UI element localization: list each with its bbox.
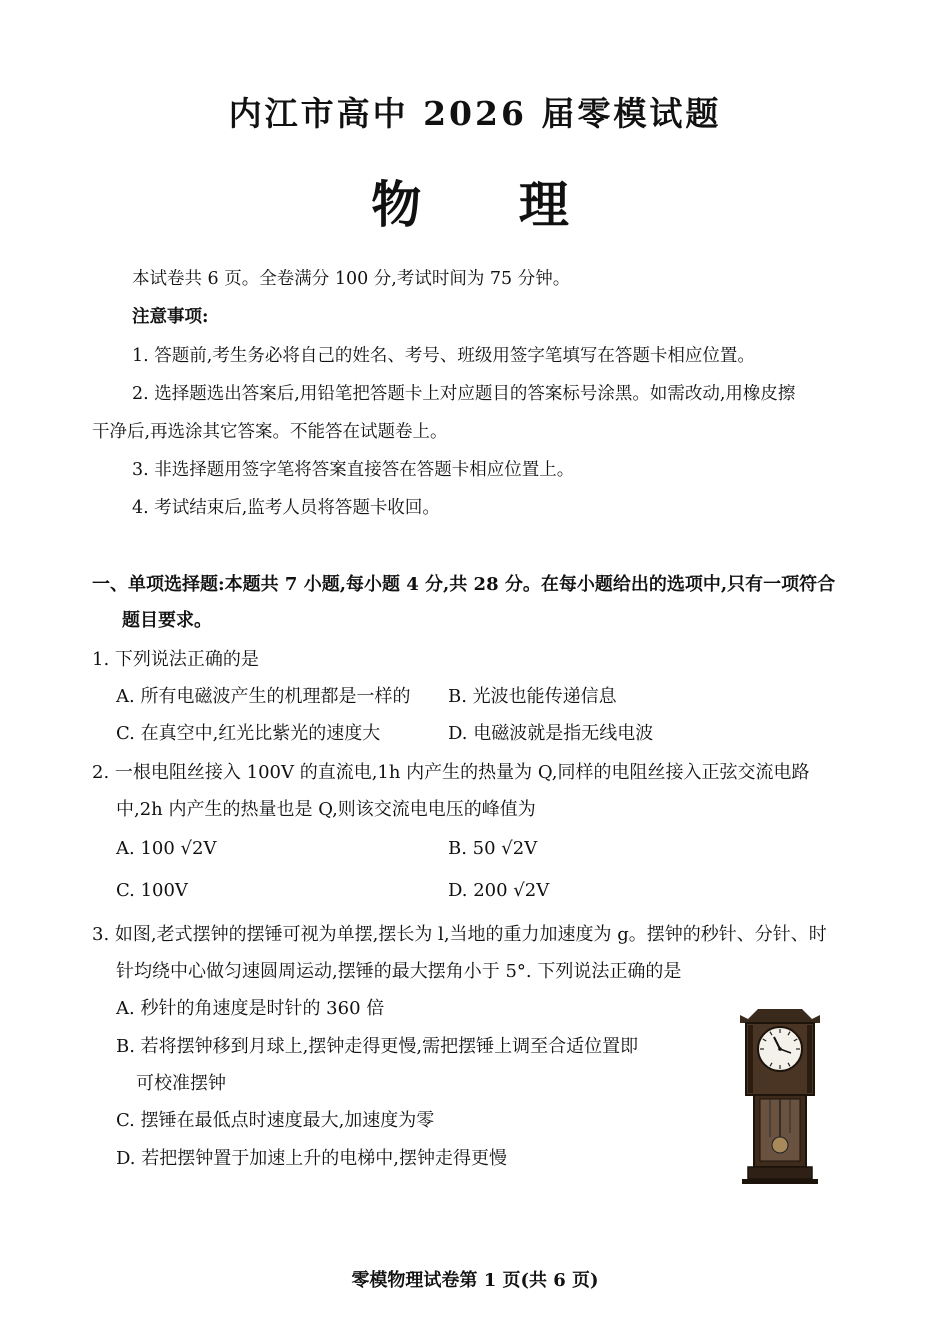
subject-title: 物 理 (371, 175, 609, 234)
note-item-continued: 干净后,再选涂其它答案。不能答在试题卷上。 (92, 422, 448, 442)
question-1-option-c: C. 在真空中,红光比紫光的速度大 (116, 723, 381, 744)
question-3-option-c: C. 摆锤在最低点时速度最大,加速度为零 (116, 1110, 435, 1131)
question-2-stem: 2. 一根电阻丝接入 100V 的直流电,1h 内产生的热量为 Q,同样的电阻丝接入正弦交流电路 (92, 762, 810, 783)
question-1-option-a: A. 所有电磁波产生的机理都是一样的 (116, 686, 411, 707)
question-1-stem: 1. 下列说法正确的是 (92, 649, 259, 670)
question-3-stem: 3. 如图,老式摆钟的摆锤可视为单摆,摆长为 l,当地的重力加速度为 g。摆钟的秒针、分针、时 (92, 924, 827, 945)
question-1-option-b: B. 光波也能传递信息 (448, 686, 617, 707)
question-3-option-b-continued: 可校准摆钟 (136, 1073, 226, 1094)
note-item: 2. 选择题选出答案后,用铅笔把答题卡上对应题目的答案标号涂黑。如需改动,用橡皮擦 (132, 384, 796, 404)
note-item: 3. 非选择题用签字笔将答案直接答在答题卡相应位置上。 (132, 460, 575, 480)
exam-title: 内江市高中 2026 届零模试题 (228, 94, 722, 133)
page-footer: 零模物理试卷第 1 页(共 6 页) (351, 1270, 599, 1291)
question-2-option-b: B. 50 √2V (448, 838, 538, 859)
question-2-option-a: A. 100 √2V (116, 838, 217, 859)
notes-heading: 注意事项: (132, 307, 209, 327)
section-heading-continued: 题目要求。 (122, 610, 212, 631)
question-2-option-c: C. 100V (116, 880, 188, 901)
section-heading: 一、单项选择题:本题共 7 小题,每小题 4 分,共 28 分。在每小题给出的选项中,只有一项符合 (92, 574, 836, 595)
exam-summary: 本试卷共 6 页。全卷满分 100 分,考试时间为 75 分钟。 (132, 269, 571, 289)
question-3-option-d: D. 若把摆钟置于加速上升的电梯中,摆钟走得更慢 (116, 1148, 507, 1169)
question-2-stem-continued: 中,2h 内产生的热量也是 Q,则该交流电电压的峰值为 (116, 799, 536, 820)
pendulum-clock-illustration (730, 1005, 830, 1185)
question-3-stem-continued: 针均绕中心做匀速圆周运动,摆锤的最大摆角小于 5°. 下列说法正确的是 (116, 961, 682, 982)
note-item: 4. 考试结束后,监考人员将答题卡收回。 (132, 498, 440, 518)
question-1-option-d: D. 电磁波就是指无线电波 (448, 723, 654, 744)
note-item: 1. 答题前,考生务必将自己的姓名、考号、班级用签字笔填写在答题卡相应位置。 (132, 346, 755, 366)
question-2-option-d: D. 200 √2V (448, 880, 550, 901)
question-3-option-a: A. 秒针的角速度是时针的 360 倍 (116, 998, 385, 1019)
question-3-option-b: B. 若将摆钟移到月球上,摆钟走得更慢,需把摆锤上调至合适位置即 (116, 1036, 639, 1057)
